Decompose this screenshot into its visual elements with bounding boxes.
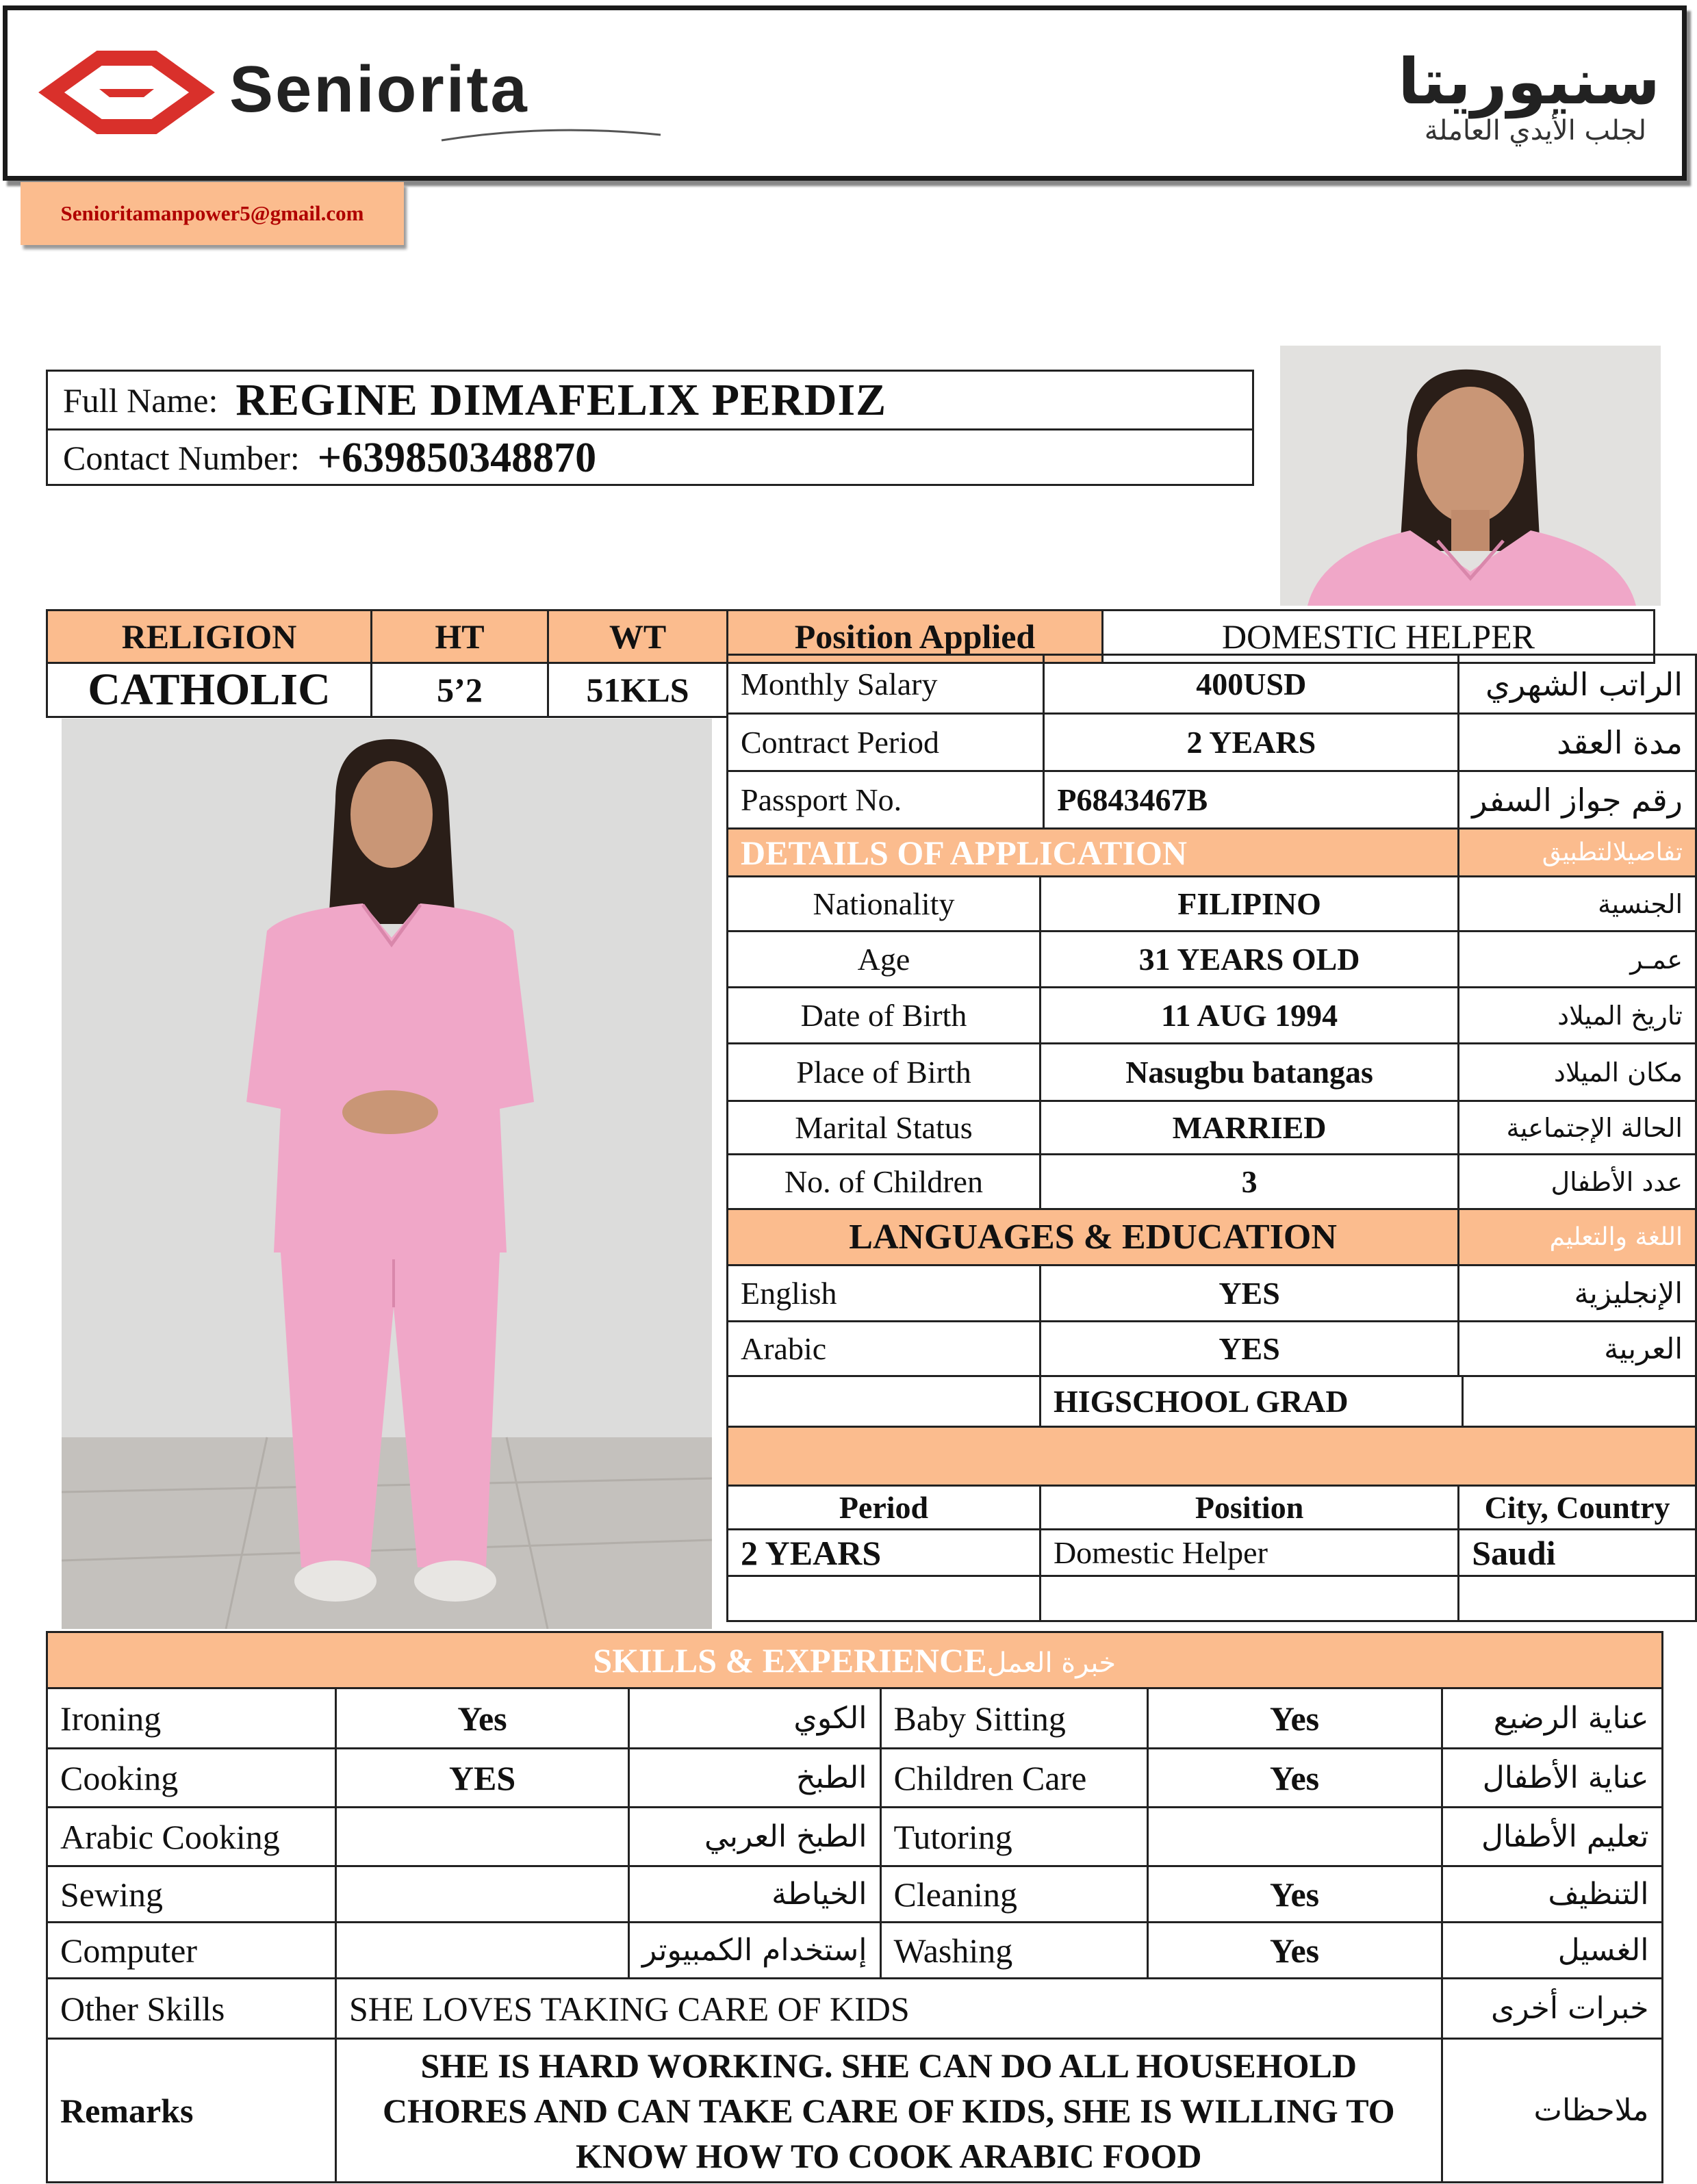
height-header: HT <box>372 611 548 663</box>
weight-value: 51KLS <box>548 663 728 717</box>
passport-label: Passport No. <box>728 771 1044 829</box>
skill-childrencare-value: Yes <box>1147 1749 1442 1808</box>
skill-cooking-label: Cooking <box>47 1749 336 1808</box>
passport-value: P6843467B <box>1044 771 1459 829</box>
details-table <box>726 654 1697 1622</box>
skill-ironing-label: Ironing <box>47 1688 336 1749</box>
skill-babysitting-label: Baby Sitting <box>880 1688 1147 1749</box>
skills-section-title <box>47 1632 1663 1688</box>
remarks-row <box>47 2039 1663 2183</box>
salary-row <box>728 655 1696 714</box>
arabic-value: YES <box>1040 1322 1458 1376</box>
other-skills-ar: خبرات أخرى <box>1442 1979 1662 2039</box>
brand-swoosh-icon <box>438 120 664 147</box>
experience-empty-cell <box>1040 1576 1458 1621</box>
dob-row <box>728 988 1696 1044</box>
marital-status-label: Marital Status <box>728 1101 1041 1155</box>
details-section-title-ar: تفاصيلالتطبيق <box>1459 829 1696 877</box>
full-name-label: Full Name: <box>63 381 218 420</box>
experience-section-bar <box>728 1427 1696 1486</box>
education-value: HIGSCHOOL GRAD <box>1040 1376 1462 1427</box>
experience-row <box>728 1530 1696 1576</box>
skill-childrencare-ar: عناية الأطفال <box>1442 1749 1662 1808</box>
experience-header-row <box>728 1486 1696 1530</box>
passport-row <box>728 771 1696 829</box>
contract-period-label-ar: مدة العقد <box>1459 714 1696 771</box>
brand-tagline-ar: لجلب الأيدي العاملة <box>1424 115 1646 146</box>
english-row <box>728 1266 1696 1322</box>
skill-cleaning-ar: التنظيف <box>1442 1866 1662 1923</box>
english-value: YES <box>1040 1266 1458 1322</box>
languages-section-title: LANGUAGES & EDUCATION <box>728 1209 1459 1266</box>
skill-sewing-label: Sewing <box>47 1866 336 1923</box>
skill-cleaning-value: Yes <box>1147 1866 1442 1923</box>
languages-section-title-ar: اللغة والتعليم <box>1459 1209 1696 1266</box>
experience-period: 2 YEARS <box>728 1530 1041 1576</box>
dob-label-ar: تاريخ الميلاد <box>1459 988 1696 1044</box>
details-section-title: DETAILS OF APPLICATION <box>728 829 1459 877</box>
contact-value[interactable]: +639850348870 <box>317 434 597 481</box>
experience-place: Saudi <box>1459 1530 1696 1576</box>
children-label-ar: عدد الأطفال <box>1459 1155 1696 1209</box>
position-applied-value: DOMESTIC HELPER <box>1103 611 1655 663</box>
salary-value: 400USD <box>1044 655 1459 714</box>
age-label: Age <box>728 932 1041 988</box>
experience-empty-cell <box>728 1576 1041 1621</box>
education-ar-empty <box>1463 1376 1696 1427</box>
brand-name-en: Seniorita <box>229 53 529 126</box>
arabic-row <box>728 1322 1696 1376</box>
skill-ironing-ar: الكوي <box>629 1688 881 1749</box>
contract-period-label: Contract Period <box>728 714 1044 771</box>
weight-header: WT <box>548 611 728 663</box>
experience-position: Domestic Helper <box>1040 1530 1458 1576</box>
agency-email[interactable]: Senioritamanpower5@gmail.com <box>21 182 404 245</box>
salary-label: Monthly Salary <box>728 655 1044 714</box>
marital-status-row <box>728 1101 1696 1155</box>
seniorita-logo-icon <box>34 48 219 137</box>
skill-tutoring-ar: تعليم الأطفال <box>1442 1808 1662 1866</box>
full-name-value: REGINE DIMAFELIX PERDIZ <box>235 374 887 425</box>
nationality-row <box>728 877 1696 932</box>
religion-header: RELIGION <box>47 611 372 663</box>
marital-status-value: MARRIED <box>1040 1101 1458 1155</box>
languages-section-header <box>728 1209 1696 1266</box>
nationality-label-ar: الجنسية <box>1459 877 1696 932</box>
skills-section-header <box>47 1632 1663 1688</box>
skill-row-2 <box>47 1749 1663 1808</box>
dob-label: Date of Birth <box>728 988 1041 1044</box>
skill-row-5 <box>47 1923 1663 1979</box>
position-applied-header: Position Applied <box>728 611 1103 663</box>
skill-arabiccooking-value <box>336 1808 629 1866</box>
skill-row-3 <box>47 1808 1663 1866</box>
skill-computer-value <box>336 1923 629 1979</box>
experience-empty-cell <box>1459 1576 1696 1621</box>
period-header: Period <box>728 1486 1041 1530</box>
skill-computer-ar: إستخدام الكمبيوتر <box>629 1923 881 1979</box>
name-contact-box <box>46 370 1254 486</box>
nationality-value: FILIPINO <box>1040 877 1458 932</box>
passport-label-ar: رقم جواز السفر <box>1459 771 1696 829</box>
arabic-label-ar: العربية <box>1459 1322 1696 1376</box>
other-skills-value: SHE LOVES TAKING CARE OF KIDS <box>336 1979 1442 2039</box>
dob-value: 11 AUG 1994 <box>1040 988 1458 1044</box>
skill-cooking-value: YES <box>336 1749 629 1808</box>
skill-babysitting-ar: عناية الرضيع <box>1442 1688 1662 1749</box>
english-label: English <box>728 1266 1041 1322</box>
skill-childrencare-label: Children Care <box>880 1749 1147 1808</box>
skill-arabiccooking-ar: الطبخ العربي <box>629 1808 881 1866</box>
portrait-photo <box>1280 346 1661 606</box>
salary-label-ar: الراتب الشهري <box>1459 655 1696 714</box>
contract-period-value: 2 YEARS <box>1044 714 1459 771</box>
skill-sewing-ar: الخياطة <box>629 1866 881 1923</box>
remarks-ar: ملاحظات <box>1442 2039 1662 2183</box>
city-country-header: City, Country <box>1459 1486 1696 1530</box>
full-body-photo <box>62 719 712 1629</box>
skill-row-4 <box>47 1866 1663 1923</box>
height-value: 5’2 <box>372 663 548 717</box>
age-row <box>728 932 1696 988</box>
other-skills-row <box>47 1979 1663 2039</box>
skills-title-en: SKILLS & EXPERIENCE <box>593 1641 987 1680</box>
children-label: No. of Children <box>728 1155 1041 1209</box>
skill-washing-label: Washing <box>880 1923 1147 1979</box>
education-label-empty <box>728 1376 1041 1427</box>
birthplace-value: Nasugbu batangas <box>1040 1044 1458 1101</box>
skill-row-1 <box>47 1688 1663 1749</box>
education-row <box>728 1376 1696 1427</box>
marital-status-label-ar: الحالة الإجتماعية <box>1459 1101 1696 1155</box>
experience-row-empty <box>728 1576 1696 1621</box>
age-value: 31 YEARS OLD <box>1040 932 1458 988</box>
contact-row <box>48 428 1252 485</box>
contact-label: Contact Number: <box>63 439 300 477</box>
details-section-header <box>728 829 1696 877</box>
skill-cooking-ar: الطبخ <box>629 1749 881 1808</box>
skill-washing-ar: الغسيل <box>1442 1923 1662 1979</box>
brand-name-ar: سنيوريتا <box>1398 45 1660 118</box>
skill-babysitting-value: Yes <box>1147 1688 1442 1749</box>
birthplace-label: Place of Birth <box>728 1044 1041 1101</box>
skills-title-ar: خبرة العمل <box>986 1647 1117 1679</box>
english-label-ar: الإنجليزية <box>1459 1266 1696 1322</box>
birthplace-label-ar: مكان الميلاد <box>1459 1044 1696 1101</box>
remarks-value: SHE IS HARD WORKING. SHE CAN DO ALL HOUSEHOLD CHORES AND CAN TAKE CARE OF KIDS, SHE IS WILLING TO KNOW HOW TO COOK ARABIC FOOD <box>336 2039 1442 2183</box>
full-name-row <box>48 372 1252 428</box>
nationality-label: Nationality <box>728 877 1041 932</box>
skill-tutoring-label: Tutoring <box>880 1808 1147 1866</box>
experience-section-title-empty <box>728 1427 1696 1486</box>
children-row <box>728 1155 1696 1209</box>
birthplace-row <box>728 1044 1696 1101</box>
position-header: Position <box>1040 1486 1458 1530</box>
skill-washing-value: Yes <box>1147 1923 1442 1979</box>
arabic-label: Arabic <box>728 1322 1041 1376</box>
age-label-ar: عمـر <box>1459 932 1696 988</box>
other-skills-label: Other Skills <box>47 1979 336 2039</box>
remarks-label: Remarks <box>47 2039 336 2183</box>
religion-value: CATHOLIC <box>47 663 372 717</box>
contract-period-row <box>728 714 1696 771</box>
skill-arabiccooking-label: Arabic Cooking <box>47 1808 336 1866</box>
children-value: 3 <box>1040 1155 1458 1209</box>
skill-computer-label: Computer <box>47 1923 336 1979</box>
skill-cleaning-label: Cleaning <box>880 1866 1147 1923</box>
skill-ironing-value: Yes <box>336 1688 629 1749</box>
skills-table <box>46 1631 1663 2183</box>
skill-sewing-value <box>336 1866 629 1923</box>
skill-tutoring-value <box>1147 1808 1442 1866</box>
